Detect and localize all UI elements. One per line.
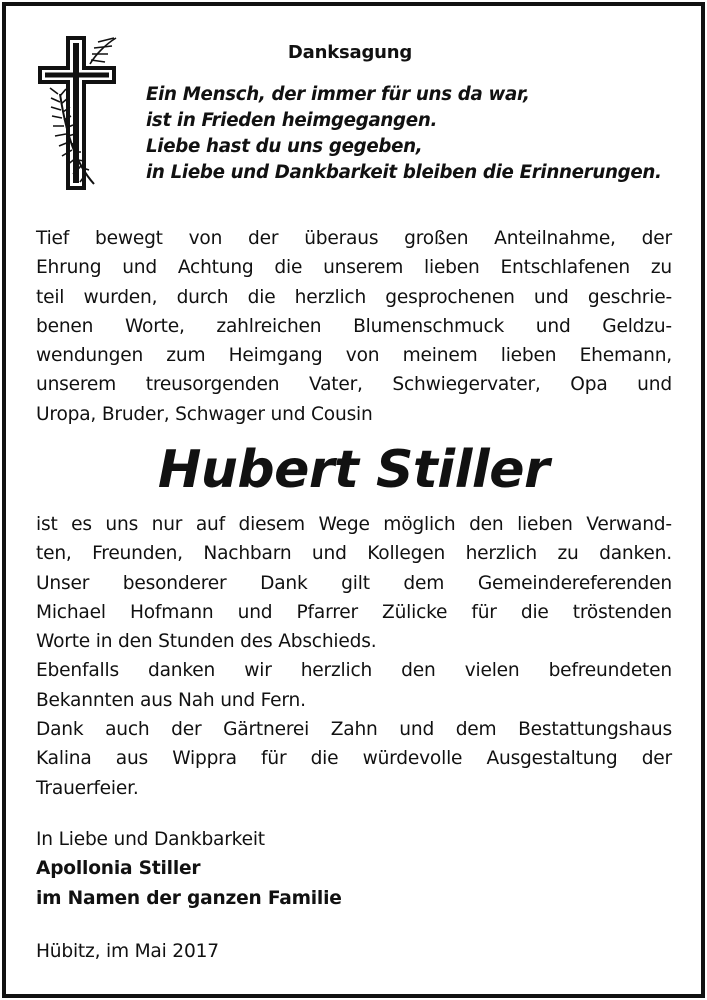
cross-with-palm-icon [36, 34, 120, 192]
text-line: ist es uns nur auf diesem Wege möglich den lieben Verwand- [36, 514, 672, 535]
verse-line: Liebe hast du uns gegeben, [146, 136, 423, 157]
text-line: Ebenfalls danken wir herzlich den vielen befreundeten [36, 660, 672, 682]
signer-name: Apollonia Stiller [36, 858, 201, 880]
intro-paragraph [36, 224, 672, 429]
verse-line: ist in Frieden heimgegangen. [146, 110, 438, 131]
text-line: Uropa, Bruder, Schwager und Cousin [36, 403, 373, 425]
closing-line: In Liebe und Dankbarkeit [36, 829, 265, 850]
text-line: benen Worte, zahlreichen Blumenschmuck und Geldzu- [36, 315, 672, 337]
text-line: Ehrung und Achtung die unserem lieben Entschlafenen zu [36, 257, 672, 279]
thanks-paragraph [36, 510, 672, 803]
text-line: Worte in den Stunden des Abschieds. [36, 631, 377, 653]
text-line: Bekannten aus Nah und Fern. [36, 689, 306, 711]
closing-block [36, 825, 536, 913]
verse-line: Ein Mensch, der immer für uns da war, [146, 84, 530, 105]
verse [146, 82, 686, 186]
verse-line: in Liebe und Dankbarkeit bleiben die Erinnerungen. [146, 162, 662, 183]
text-line: Michael Hofmann und Pfarrer Zülicke für die tröstenden [36, 601, 672, 623]
text-line: Tief bewegt von der überaus großen Anteilnahme, der [36, 228, 672, 249]
text-line: unserem treusorgenden Vater, Schwiegervater, Opa und [36, 374, 672, 396]
text-line: Trauerfeier. [36, 777, 139, 799]
text-line: ten, Freunden, Nachbarn und Kollegen herzlich zu danken. [36, 543, 672, 565]
text-line: Dank auch der Gärtnerei Zahn und dem Bestattungshaus [36, 719, 672, 741]
family-line: im Namen der ganzen Familie [36, 887, 342, 909]
heading: Danksagung [287, 42, 413, 63]
deceased-name: Hubert Stiller [157, 440, 550, 500]
text-line: Unser besonderer Dank gilt dem Gemeindereferenden [36, 572, 672, 594]
text-line: teil wurden, durch die herzlich gesprochenen und geschrie- [36, 286, 672, 308]
text-line: wendungen zum Heimgang von meinem lieben Ehemann, [36, 345, 672, 367]
place-date: Hübitz, im Mai 2017 [36, 941, 219, 962]
text-line: Kalina aus Wippra für die würdevolle Ausgestaltung der [36, 748, 672, 770]
